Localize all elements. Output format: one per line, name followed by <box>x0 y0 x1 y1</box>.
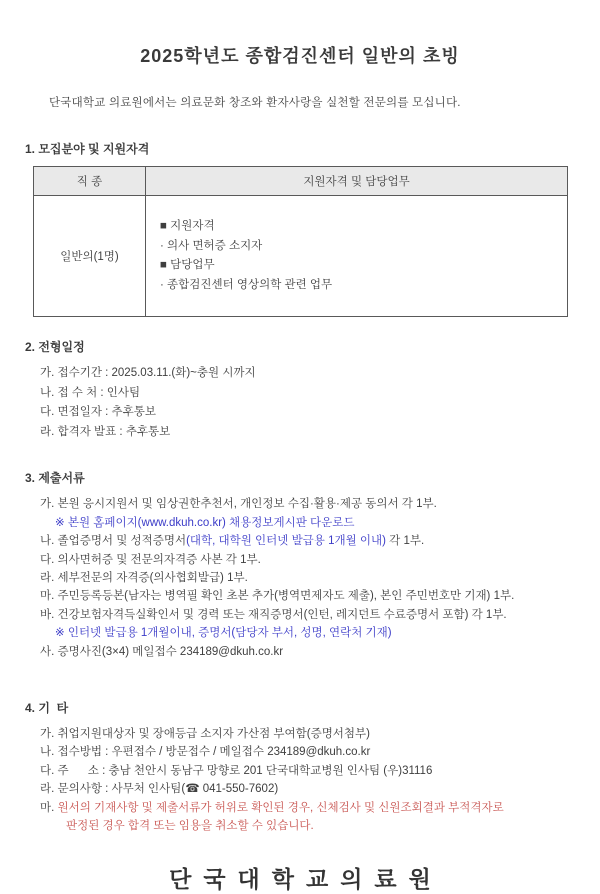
list-item <box>25 514 575 532</box>
list-item-text: ■ 담당업무 <box>160 259 215 271</box>
list-item-text: 나. 접 수 처 : 인사팀 <box>40 386 141 399</box>
list-item-text: 라. 세부전문의 자격증(의사협회발급) 1부. <box>40 572 248 584</box>
list-item <box>25 384 575 404</box>
list-item-text: ■ 지원자격 <box>160 220 215 232</box>
table-header-row <box>34 167 568 196</box>
position-cell: 일반의(1명) <box>34 196 146 317</box>
list-item-text: 가. 본원 응시지원서 및 임상권한추천서, 개인정보 수집·활용·제공 동의서 각 1부. <box>40 498 437 511</box>
list-item-text: 다. 주 소 : 충남 천안시 동남구 망향로 201 단국대학교병원 인사팀 (우)31116 <box>40 764 433 777</box>
section-etc-heading: 4. 기 타 <box>25 701 69 716</box>
table-row <box>34 196 568 317</box>
qualification-cell <box>146 196 568 317</box>
list-item-text: 라. 문의사항 : 사무처 인사팀(☎ 041-550-7602) <box>40 783 279 796</box>
list-item-text: 가. 접수기간 : 2025.03.11.(화)~충원 시까지 <box>40 367 256 379</box>
list-item-text: 판정된 경우 합격 또는 임용을 취소할 수 있습니다. <box>66 820 314 833</box>
section-recruit-heading: 1. 모집분야 및 지원자격 <box>25 142 150 156</box>
list-item <box>25 743 575 761</box>
list-item-text: 나. 졸업증명서 및 성적증명서 <box>40 535 187 548</box>
section-schedule <box>25 338 575 442</box>
list-item-text: · 종합검진센터 영상의학 관련 업무 <box>160 278 333 291</box>
list-item <box>25 725 575 743</box>
list-item-text: 라. 합격자 발표 : 추후통보 <box>40 425 171 438</box>
organization-name: 단국대학교의료원 <box>169 866 443 893</box>
list-item <box>160 237 557 257</box>
documents-list <box>25 495 575 661</box>
list-item-text: 다. 의사면허증 및 전문의자격증 사본 각 1부. <box>40 553 261 566</box>
list-item <box>25 624 575 642</box>
list-item <box>25 551 575 569</box>
list-item-text: ※ 인터넷 발급용 1개월이내, 증명서(담당자 부서, 성명, 연락처 기재) <box>55 627 392 640</box>
section-recruit <box>25 140 575 317</box>
list-item <box>25 423 575 443</box>
column-header-qualification: 지원자격 및 담당업무 <box>146 167 568 196</box>
section-schedule-heading: 2. 전형일정 <box>25 340 85 354</box>
recruit-table <box>33 166 568 317</box>
section-etc <box>25 699 575 835</box>
list-item <box>25 587 575 605</box>
section-documents-heading: 3. 제출서류 <box>25 471 85 486</box>
list-item <box>25 643 575 661</box>
list-item <box>25 762 575 780</box>
list-item <box>25 532 575 550</box>
list-item-text: 마. 주민등록등본(남자는 병역필 확인 초본 추가(병역면제자도 제출), 본인 주민번호만 기재) 1부. <box>40 590 515 603</box>
intro-text: 단국대학교 의료원에서는 의료문화 창조와 환자사랑을 실천할 전문의를 모십니다. <box>49 97 461 109</box>
etc-list <box>25 725 575 835</box>
section-documents <box>25 469 575 661</box>
list-item-text: 원서의 기재사항 및 제출서류가 허위로 확인된 경우, 신체검사 및 신원조회결과 부적격자로 <box>57 801 504 814</box>
list-item-text: 각 1부. <box>385 535 425 548</box>
list-item <box>25 780 575 798</box>
list-item <box>25 495 575 513</box>
list-item <box>25 403 575 423</box>
list-item-text: (대학, 대학원 인터넷 발급용 1개월 이내) <box>186 535 386 548</box>
list-item <box>160 217 557 237</box>
list-item <box>25 606 575 624</box>
list-item-text: 마. <box>40 801 58 814</box>
list-item <box>25 799 575 817</box>
page-title: 2025학년도 종합검진센터 일반의 초빙 <box>140 46 460 66</box>
list-item <box>25 364 575 384</box>
list-item-text: 사. 증명사진(3×4) 메일접수 234189@dkuh.co.kr <box>40 645 284 658</box>
list-item <box>25 817 575 835</box>
list-item-text: 나. 접수방법 : 우편접수 / 방문접수 / 메일접수 234189@dkuh.co.kr <box>40 746 371 759</box>
list-item-text: 가. 취업지원대상자 및 장애등급 소지자 가산점 부여함(증명서첨부) <box>40 728 370 741</box>
list-item-text: 다. 면접일자 : 추후통보 <box>40 406 156 419</box>
list-item-text: · 의사 면허증 소지자 <box>160 239 263 252</box>
list-item <box>25 569 575 587</box>
list-item <box>160 256 557 276</box>
schedule-list <box>25 364 575 442</box>
column-header-position: 직 종 <box>34 167 146 196</box>
list-item <box>160 276 557 296</box>
list-item-text: 바. 건강보험자격득실확인서 및 경력 또는 재직증명서(인턴, 레지던트 수료증명서 포함) 각 1부. <box>40 608 507 621</box>
list-item-text: ※ 본원 홈페이지(www.dkuh.co.kr) 채용정보게시판 다운로드 <box>55 516 355 529</box>
